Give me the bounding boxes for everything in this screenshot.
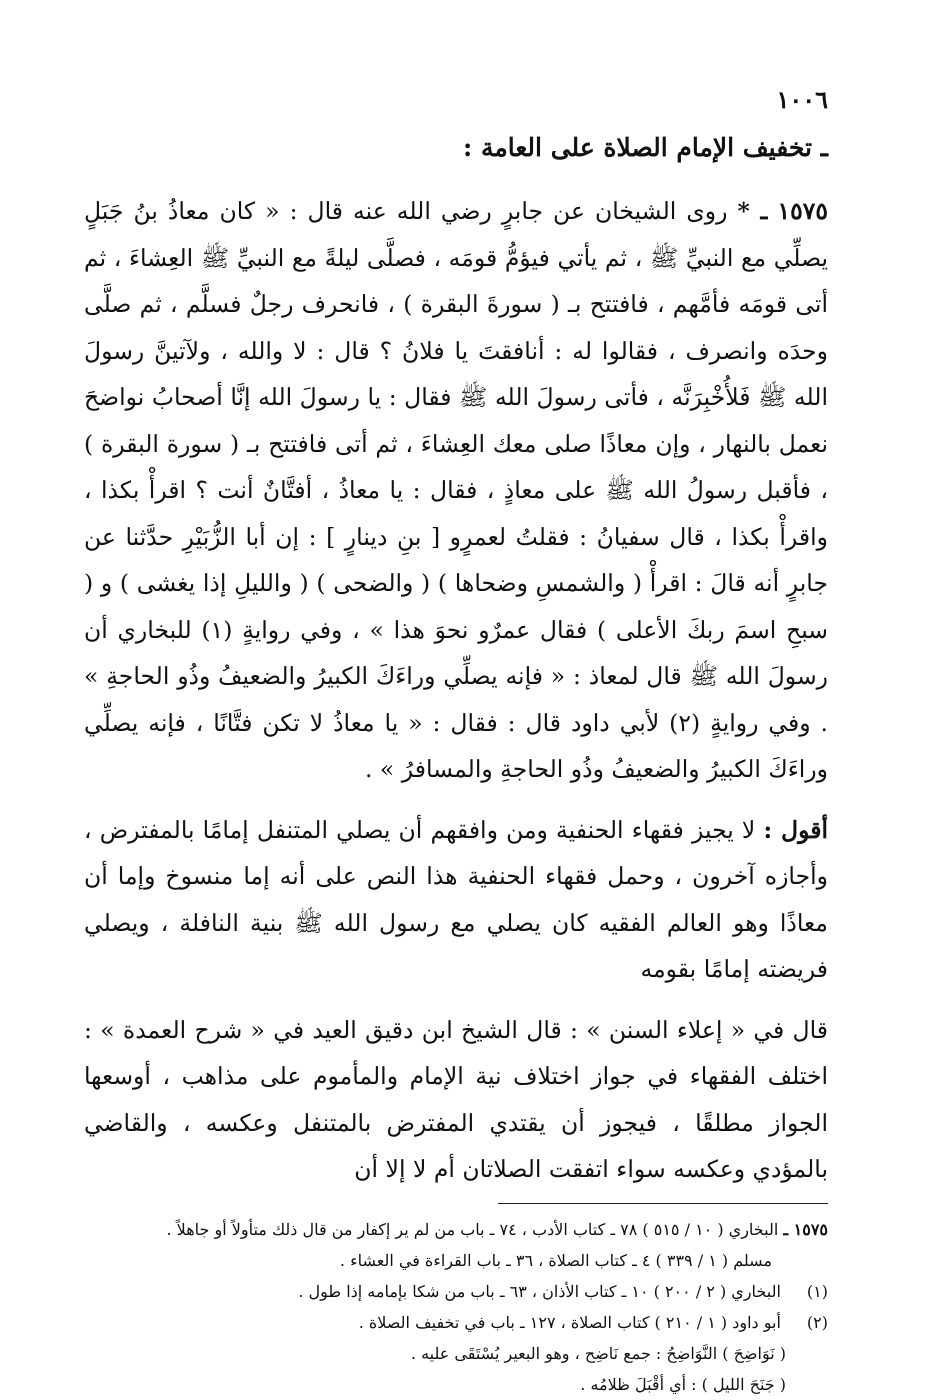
hadith-marker: ـ * <box>737 197 768 225</box>
footnote-2-number: (٢) <box>806 1312 828 1332</box>
commentary-paragraph <box>84 807 828 993</box>
footnote-main-text-1: البخاري ( ١٠ / ٥١٥ ) ٧٨ ـ كتاب الأدب ، ٧٤ ـ باب من لم ير إكفار من قال ذلك متأولاً أو جاهلاً . <box>166 1219 779 1239</box>
quote-text: قال في « إعلاء السنن » : قال الشيخ ابن دقيق العيد في « شرح العمدة » : اختلف الفقهاء في جواز اختلاف نية الإمام والمأموم على مذاهب ، أوسعها الجواز مطلقًا ، فيجوز أن يقتدي المفترض بالمتنفل وعكسه ، والقاضي بالمؤدي وعكسه سواء اتفقت الصلاتان أم لا إلا أن <box>84 1015 828 1183</box>
commentary-text: لا يجيز فقهاء الحنفية ومن وافقهم أن يصلي المتنفل إمامًا بالمفترض ، وأجازه آخرون ، وحمل فقهاء الحنفية هذا النص على أنه إما منسوخ وإما أن معاذًا وهو العالم الفقيه كان يصلي مع رسول الله ﷺ بنية النافلة ، ويصلي فريضته إمامًا بقومه <box>84 815 828 983</box>
footnote-1-number: (١) <box>806 1281 828 1301</box>
gloss-note-2: ( جَنَحَ الليل ) : أي أقْبَلَ ظلامُه . <box>580 1374 786 1394</box>
footnote-main-number: ١٥٧٥ ـ <box>783 1219 828 1239</box>
quote-paragraph <box>84 1007 828 1193</box>
section-heading: ـ تخفيف الإمام الصلاة على العامة : <box>463 133 828 162</box>
footnote-2 <box>84 1307 828 1338</box>
commentary-lead: أقول : <box>763 815 828 844</box>
hadith-text: روى الشيخان عن جابرٍ رضي الله عنه قال : « كان معاذُ بنُ جَبَلٍ يصلِّي مع النبيِّ ﷺ ، ثم يأتي فيؤمُّ قومَه ، فصلَّى ليلةً مع النبيِّ ﷺ العِشاءَ ، ثم أتى قومَه فأمَّهم ، فافتتح بـ ( سورةَ البقرة ) ، فانحرف رجلٌ فسلَّم ، ثم صلَّى وحدَه وانصرف ، فقالوا له : أنافقتَ يا فلانُ ؟ قال : لا والله ، ولآتينَّ رسولَ الله ﷺ فَلأُخْبِرَنَّه ، فأتى رسولَ الله ﷺ فقال : يا رسولَ الله إنَّا أصحابُ نواضحَ نعمل بالنهار ، وإن معاذًا صلى معك العِشاءَ ، ثم أتى فافتتح بـ ( سورة البقرة ) ، فأقبل رسولُ الله ﷺ على معاذٍ ، فقال : يا معاذُ ، أفتَّانٌ أنت ؟ اقرأْ بكذا ، واقرأْ بكذا ، قال سفيانُ : فقلتُ لعمرٍو [ بنِ دينارٍ ] : إن أبا الزُّبَيْرِ حدَّثنا عن جابرٍ أنه قالَ : اقرأْ ( والشمسِ وضحاها ) ( والضحى ) ( والليلِ إذا يغشى ) و ( سبحِ اسمَ ربكَ الأعلى ) فقال عمرٌو نحوَ هذا » ، وفي روايةٍ (١) للبخاري أن رسولَ الله ﷺ قال لمعاذ : « فإنه يصلِّي وراءَكَ الكبيرُ والضعيفُ وذُو الحاجةِ » . وفي روايةٍ (٢) لأبي داود قال : فقال : « يا معاذُ لا تكن فتَّانًا ، فإنه يصلِّي وراءَكَ الكبيرُ والضعيفُ وذُو الحاجةِ والمسافرُ » . <box>84 197 828 783</box>
hadith-number: ١٥٧٥ <box>777 197 828 225</box>
footnote-divider <box>498 1203 828 1204</box>
gloss-note-1: ( نَوَاضِحَ ) النَّوَاضِحُ : جمع نَاضِح ، وهو البعير يُسْتَقَى عليه . <box>410 1343 786 1363</box>
footnote-main-1 <box>84 1214 828 1245</box>
footnote-main-2 <box>84 1245 828 1276</box>
footnote-1 <box>84 1276 828 1307</box>
footnote-1-text: البخاري ( ٢ / ٢٠٠ ) ١٠ ـ كتاب الأذان ، ٦٣ ـ باب من شكا بإمامه إذا طول . <box>298 1281 781 1301</box>
footnote-main-text-2: مسلم ( ١ / ٣٣٩ ) ٤ ـ كتاب الصلاة ، ٣٦ ـ باب القراءة في العشاء . <box>339 1250 772 1270</box>
hadith-paragraph <box>84 188 828 793</box>
footnote-2-text: أبو داود ( ١ / ٢١٠ ) كتاب الصلاة ، ١٢٧ ـ باب في تخفيف الصلاة . <box>358 1312 781 1332</box>
footnotes <box>84 1214 828 1400</box>
page-number: ١٠٠٦ <box>776 85 828 114</box>
